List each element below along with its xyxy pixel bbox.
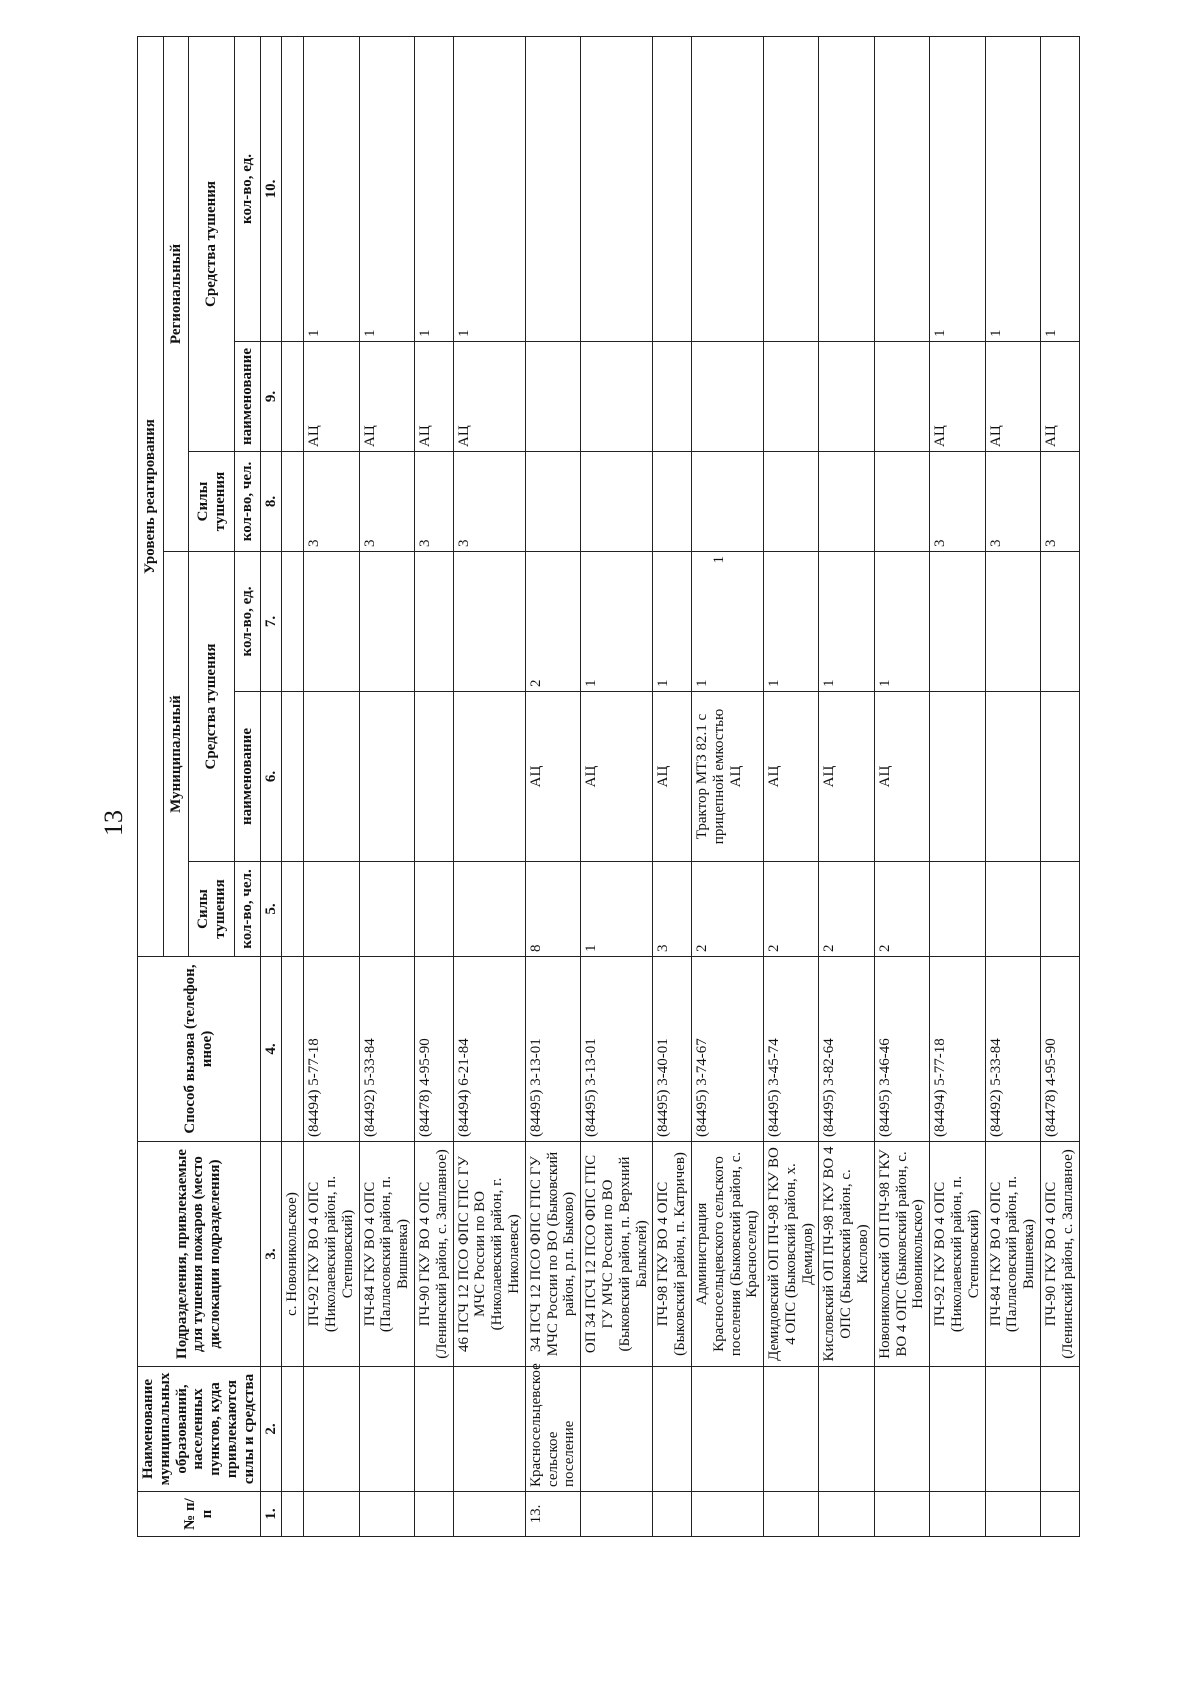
header-r-name: наименование	[234, 342, 260, 452]
row-r-name-text: АЦ	[306, 425, 323, 447]
row-m-people-text: 8	[527, 944, 544, 952]
row-m-name-text-2: АЦ	[727, 765, 744, 788]
row-phone	[764, 957, 819, 1142]
row-unit-text: ПЧ-84 ГКУ ВО 4 ОПС (Палласовский район, п. Вишневка)	[361, 1175, 412, 1333]
row-m-name	[930, 692, 985, 862]
row-number	[359, 1492, 414, 1537]
row-municipality	[282, 1367, 304, 1492]
row-m-name	[304, 692, 359, 862]
row-number	[581, 1492, 653, 1537]
row-m-people	[985, 862, 1040, 957]
row-phone-text: (84492) 5-33-84	[361, 1038, 378, 1137]
row-m-qty	[819, 552, 874, 692]
colnum-4: 4.	[260, 957, 282, 1142]
row-r-people-text: 3	[306, 539, 323, 547]
row-m-qty	[581, 552, 653, 692]
row-m-name-text: Трактор МТЗ 82.1 с прицепной емкостью	[693, 708, 727, 845]
row-m-name	[525, 692, 580, 862]
header-regional: Региональный	[163, 36, 189, 551]
row-r-name	[525, 342, 580, 452]
row-r-name	[1041, 342, 1080, 452]
row-municipality	[304, 1367, 359, 1492]
table-row	[525, 36, 580, 1536]
row-r-qty	[282, 36, 304, 341]
row-m-name-text: АЦ	[527, 765, 544, 788]
row-m-name	[581, 692, 653, 862]
row-phone	[525, 957, 580, 1142]
row-m-people	[764, 862, 819, 957]
table-row	[874, 36, 929, 1536]
row-r-name	[414, 342, 453, 452]
row-m-name-text: АЦ	[583, 765, 600, 788]
row-number	[282, 1492, 304, 1537]
header-units: Подразделения, привлекаемые для тушения пожаров (место дислокации подразделения)	[138, 1142, 261, 1367]
row-unit	[581, 1142, 653, 1367]
colnum-7: 7.	[260, 552, 282, 692]
row-municipality	[414, 1367, 453, 1492]
row-unit-text: 46 ПСЧ 12 ПСО ФПС ГПС ГУ МЧС России по ВО (Николаевский район, г. Николаевск)	[455, 1156, 522, 1352]
row-m-qty	[282, 552, 304, 692]
row-phone	[581, 957, 653, 1142]
row-r-qty	[764, 36, 819, 341]
row-r-people-text: 3	[987, 539, 1004, 547]
row-m-qty	[304, 552, 359, 692]
row-number	[874, 1492, 929, 1537]
row-r-people	[691, 452, 763, 552]
row-m-qty	[985, 552, 1040, 692]
row-m-people-text: 2	[876, 944, 893, 952]
table-row	[282, 36, 304, 1536]
colnum-5: 5.	[260, 862, 282, 957]
row-unit-text: ПЧ-92 ГКУ ВО 4 ОПС (Николаевский район, п. Степновский)	[932, 1175, 982, 1333]
row-m-name	[653, 692, 692, 862]
row-number	[691, 1492, 763, 1537]
row-r-qty-text: 1	[932, 329, 949, 337]
row-m-people	[359, 862, 414, 957]
row-m-qty	[653, 552, 692, 692]
row-unit-text: ПЧ-84 ГКУ ВО 4 ОПС (Палласовский район, п. Вишневка)	[987, 1175, 1038, 1333]
row-number	[1041, 1492, 1080, 1537]
table-row	[691, 36, 763, 1536]
header-response-level: Уровень реагирования	[138, 36, 164, 956]
row-r-qty	[414, 36, 453, 341]
row-number-text: 13.	[527, 1504, 544, 1524]
rotated-table-container	[137, 37, 1107, 1537]
row-phone	[874, 957, 929, 1142]
row-r-name-text: АЦ	[455, 425, 472, 447]
table-row	[764, 36, 819, 1536]
row-m-qty	[691, 552, 763, 692]
row-m-people	[691, 862, 763, 957]
row-r-people	[525, 452, 580, 552]
row-phone-text: (84494) 6-21-84	[455, 1038, 472, 1137]
colnum-10: 10.	[260, 36, 282, 341]
row-r-qty	[525, 36, 580, 341]
row-r-name	[764, 342, 819, 452]
row-r-people	[359, 452, 414, 552]
row-municipality	[691, 1367, 763, 1492]
row-unit	[985, 1142, 1040, 1367]
header-municipal: Муниципальный	[163, 552, 189, 957]
row-phone-text: (84495) 3-82-64	[821, 1038, 838, 1137]
row-r-people	[414, 452, 453, 552]
row-m-people	[819, 862, 874, 957]
row-r-people	[282, 452, 304, 552]
row-m-name	[764, 692, 819, 862]
row-m-people-text: 2	[693, 944, 710, 952]
row-number	[653, 1492, 692, 1537]
row-phone	[985, 957, 1040, 1142]
page-number: 13	[99, 810, 128, 836]
row-unit-text: Администрация Красносельцевского сельского поселения (Быковский район, с. Красноселец)	[693, 1151, 761, 1357]
header-m-means: Средства тушения	[189, 552, 234, 862]
row-number	[819, 1492, 874, 1537]
header-m-qty-units: кол-во, ед.	[234, 552, 260, 692]
row-phone	[1041, 957, 1080, 1142]
row-m-qty-text: 2	[527, 679, 544, 687]
row-unit-text: 34 ПСЧ 12 ПСО ФПС ГПС ГУ МЧС России по ВО (Быковский район, р.п. Быково)	[527, 1151, 578, 1357]
row-r-people	[985, 452, 1040, 552]
row-r-qty-text: 1	[455, 329, 472, 337]
row-r-name-text: АЦ	[932, 425, 949, 447]
row-phone	[930, 957, 985, 1142]
row-r-people	[653, 452, 692, 552]
row-m-people-text: 2	[766, 944, 783, 952]
row-m-people	[453, 862, 525, 957]
row-m-qty-text: 1	[766, 679, 783, 687]
row-m-name-text: АЦ	[821, 765, 838, 788]
row-r-qty	[304, 36, 359, 341]
row-m-name	[819, 692, 874, 862]
row-m-qty-text: 1	[821, 679, 838, 687]
row-r-qty-text: 1	[306, 329, 323, 337]
row-r-name-text: АЦ	[361, 425, 378, 447]
row-m-qty	[1041, 552, 1080, 692]
row-m-qty-text: 1	[655, 679, 672, 687]
row-number	[453, 1492, 525, 1537]
header-m-name: наименование	[234, 692, 260, 862]
row-m-name-text: АЦ	[766, 765, 783, 788]
row-m-people	[414, 862, 453, 957]
row-m-people-text: 3	[655, 944, 672, 952]
header-num: № п/п	[138, 1492, 261, 1537]
row-r-qty	[930, 36, 985, 341]
colnum-3: 3.	[260, 1142, 282, 1367]
row-r-people-text: 3	[416, 539, 433, 547]
row-r-name	[653, 342, 692, 452]
header-mo: Наименование муниципальных образований, населенных пунктов, куда привлекаются силы и средства	[138, 1367, 261, 1492]
row-r-people	[1041, 452, 1080, 552]
row-unit	[764, 1142, 819, 1367]
colnum-8: 8.	[260, 452, 282, 552]
row-phone-text: (84494) 5-77-18	[932, 1038, 949, 1137]
row-r-name	[453, 342, 525, 452]
row-municipality	[819, 1367, 874, 1492]
row-unit-text: ПЧ-90 ГКУ ВО 4 ОПС (Ленинский район, с. Заплавное)	[416, 1149, 450, 1359]
row-unit	[930, 1142, 985, 1367]
row-number	[985, 1492, 1040, 1537]
table-row	[819, 36, 874, 1536]
row-r-name	[819, 342, 874, 452]
row-r-qty	[653, 36, 692, 341]
table-row	[304, 36, 359, 1536]
row-phone	[453, 957, 525, 1142]
row-unit-text: ПЧ-90 ГКУ ВО 4 ОПС (Ленинский район, с. Заплавное)	[1043, 1149, 1076, 1359]
row-m-qty	[764, 552, 819, 692]
row-m-people	[282, 862, 304, 957]
response-forces-table	[137, 36, 1080, 1537]
colnum-9: 9.	[260, 342, 282, 452]
row-m-qty	[414, 552, 453, 692]
row-m-qty	[874, 552, 929, 692]
row-number	[304, 1492, 359, 1537]
row-m-name	[985, 692, 1040, 862]
row-r-qty	[359, 36, 414, 341]
table-row	[581, 36, 653, 1536]
row-r-people	[304, 452, 359, 552]
header-m-qty-people: кол-во, чел.	[234, 862, 260, 957]
row-unit	[874, 1142, 929, 1367]
row-phone-text: (84478) 4-95-90	[416, 1038, 433, 1137]
header-r-means: Средства тушения	[189, 36, 234, 451]
row-unit-text: Демидовский ОП ПЧ-98 ГКУ ВО 4 ОПС (Быковский район, х. Демидов)	[766, 1147, 816, 1361]
row-phone	[304, 957, 359, 1142]
row-m-name	[1041, 692, 1080, 862]
row-unit	[1041, 1142, 1080, 1367]
row-m-people	[653, 862, 692, 957]
row-phone	[819, 957, 874, 1142]
row-m-qty	[453, 552, 525, 692]
row-r-qty-text: 1	[1043, 329, 1060, 337]
row-r-name	[282, 342, 304, 452]
row-m-people	[525, 862, 580, 957]
row-r-qty	[1041, 36, 1080, 341]
row-phone-text: (84495) 3-13-01	[527, 1038, 544, 1137]
row-r-qty-text: 1	[416, 329, 433, 337]
row-r-qty-text: 1	[361, 329, 378, 337]
row-m-people	[930, 862, 985, 957]
row-phone-text: (84495) 3-40-01	[655, 1038, 672, 1137]
row-municipality	[874, 1367, 929, 1492]
row-m-name	[691, 692, 763, 862]
row-phone-text: (84495) 3-74-67	[693, 1038, 710, 1137]
row-m-qty	[359, 552, 414, 692]
row-phone-text: (84495) 3-46-46	[876, 1038, 893, 1137]
table-row	[359, 36, 414, 1536]
row-number	[414, 1492, 453, 1537]
row-unit	[282, 1142, 304, 1367]
row-m-people-text: 2	[821, 944, 838, 952]
row-r-people	[819, 452, 874, 552]
table-body	[282, 36, 1079, 1536]
row-phone	[653, 957, 692, 1142]
row-r-name	[304, 342, 359, 452]
row-r-name	[691, 342, 763, 452]
row-municipality	[581, 1367, 653, 1492]
row-m-people	[874, 862, 929, 957]
row-municipality	[453, 1367, 525, 1492]
row-m-qty	[525, 552, 580, 692]
row-phone	[414, 957, 453, 1142]
colnum-6: 6.	[260, 692, 282, 862]
row-unit	[359, 1142, 414, 1367]
row-r-people-text: 3	[1043, 539, 1060, 547]
row-m-name	[282, 692, 304, 862]
row-m-qty	[930, 552, 985, 692]
row-unit-text: ПЧ-92 ГКУ ВО 4 ОПС (Николаевский район, п. Степновский)	[306, 1175, 356, 1333]
row-phone-text: (84494) 5-77-18	[306, 1038, 323, 1137]
row-phone-text: (84495) 3-45-74	[766, 1038, 783, 1137]
header-r-qty-units: кол-во, ед.	[234, 36, 260, 341]
table-row	[414, 36, 453, 1536]
row-unit-text: с. Новоникольское)	[284, 1192, 301, 1316]
row-number	[930, 1492, 985, 1537]
row-phone-text: (84478) 4-95-90	[1043, 1038, 1060, 1137]
row-m-people	[1041, 862, 1080, 957]
row-municipality	[359, 1367, 414, 1492]
row-unit	[691, 1142, 763, 1367]
row-r-qty	[691, 36, 763, 341]
row-m-qty-text-2: 1	[710, 556, 727, 564]
row-unit	[819, 1142, 874, 1367]
row-municipality	[653, 1367, 692, 1492]
row-municipality	[764, 1367, 819, 1492]
row-m-name	[414, 692, 453, 862]
row-phone-text: (84492) 5-33-84	[987, 1038, 1004, 1137]
table-row	[453, 36, 525, 1536]
row-m-people	[304, 862, 359, 957]
row-r-name	[874, 342, 929, 452]
row-unit-text: Новоникольский ОП ПЧ-98 ГКУ ВО 4 ОПС (Быковский район, с. Новоникольское)	[876, 1149, 927, 1359]
row-unit	[525, 1142, 580, 1367]
row-r-people	[453, 452, 525, 552]
row-m-name-text: АЦ	[876, 765, 893, 788]
row-r-qty	[581, 36, 653, 341]
row-m-name	[453, 692, 525, 862]
row-number	[764, 1492, 819, 1537]
table-row	[1041, 36, 1080, 1536]
row-r-people-text: 3	[455, 539, 472, 547]
row-unit-text: ОП 34 ПСЧ 12 ПСО ФПС ГПС ГУ МЧС России по ВО (Быковский район, п. Верхний Балыклей)	[583, 1154, 650, 1354]
row-municipality	[525, 1363, 580, 1492]
row-r-name-text: АЦ	[416, 425, 433, 447]
row-r-people	[581, 452, 653, 552]
header-call-method: Способ вызова (телефон, иное)	[138, 957, 261, 1142]
table-row	[653, 36, 692, 1536]
row-municipality	[930, 1367, 985, 1492]
column-numbers-row	[260, 36, 282, 1536]
row-unit	[414, 1142, 453, 1367]
row-r-name	[930, 342, 985, 452]
colnum-2: 2.	[260, 1367, 282, 1492]
row-r-qty	[453, 36, 525, 341]
row-phone	[691, 957, 763, 1142]
row-r-people-text: 3	[361, 539, 378, 547]
header-r-qty-people: кол-во, чел.	[234, 452, 260, 552]
row-r-people	[930, 452, 985, 552]
row-r-qty	[874, 36, 929, 341]
row-municipality-text: Красносельцевское сельское поселение	[527, 1363, 578, 1487]
row-m-name	[359, 692, 414, 862]
header-m-forces: Силы тушения	[189, 862, 234, 957]
row-number	[525, 1492, 580, 1537]
row-r-qty	[985, 36, 1040, 341]
row-phone-text: (84495) 3-13-01	[583, 1038, 600, 1137]
row-municipality	[985, 1367, 1040, 1492]
row-r-name-text: АЦ	[1043, 425, 1060, 447]
row-unit	[453, 1142, 525, 1367]
table-row	[985, 36, 1040, 1536]
row-unit-text: Кисловский ОП ПЧ-98 ГКУ ВО 4 ОПС (Быковский район, с. Кислово)	[821, 1146, 872, 1362]
row-m-name	[874, 692, 929, 862]
colnum-1: 1.	[260, 1492, 282, 1537]
row-r-name	[359, 342, 414, 452]
row-phone	[359, 957, 414, 1142]
row-m-name-text: АЦ	[655, 765, 672, 788]
row-unit-text: ПЧ-98 ГКУ ВО 4 ОПС (Быковский район, п. Катричев)	[655, 1152, 689, 1356]
row-m-qty-text: 1	[583, 679, 600, 687]
row-m-qty-text: 1	[693, 679, 710, 687]
row-r-people-text: 3	[932, 539, 949, 547]
row-unit	[304, 1142, 359, 1367]
row-r-people	[764, 452, 819, 552]
row-r-people	[874, 452, 929, 552]
row-r-qty-text: 1	[987, 329, 1004, 337]
row-municipality	[1041, 1367, 1080, 1492]
header-r-forces: Силы тушения	[189, 452, 234, 552]
table-row	[930, 36, 985, 1536]
row-r-name	[581, 342, 653, 452]
row-m-people-text: 1	[583, 944, 600, 952]
header-row-1	[138, 36, 164, 1536]
row-r-qty	[819, 36, 874, 341]
row-r-name-text: АЦ	[987, 425, 1004, 447]
row-m-qty-text: 1	[876, 679, 893, 687]
row-m-people	[581, 862, 653, 957]
row-r-name	[985, 342, 1040, 452]
row-phone	[282, 957, 304, 1142]
row-unit	[653, 1142, 692, 1367]
